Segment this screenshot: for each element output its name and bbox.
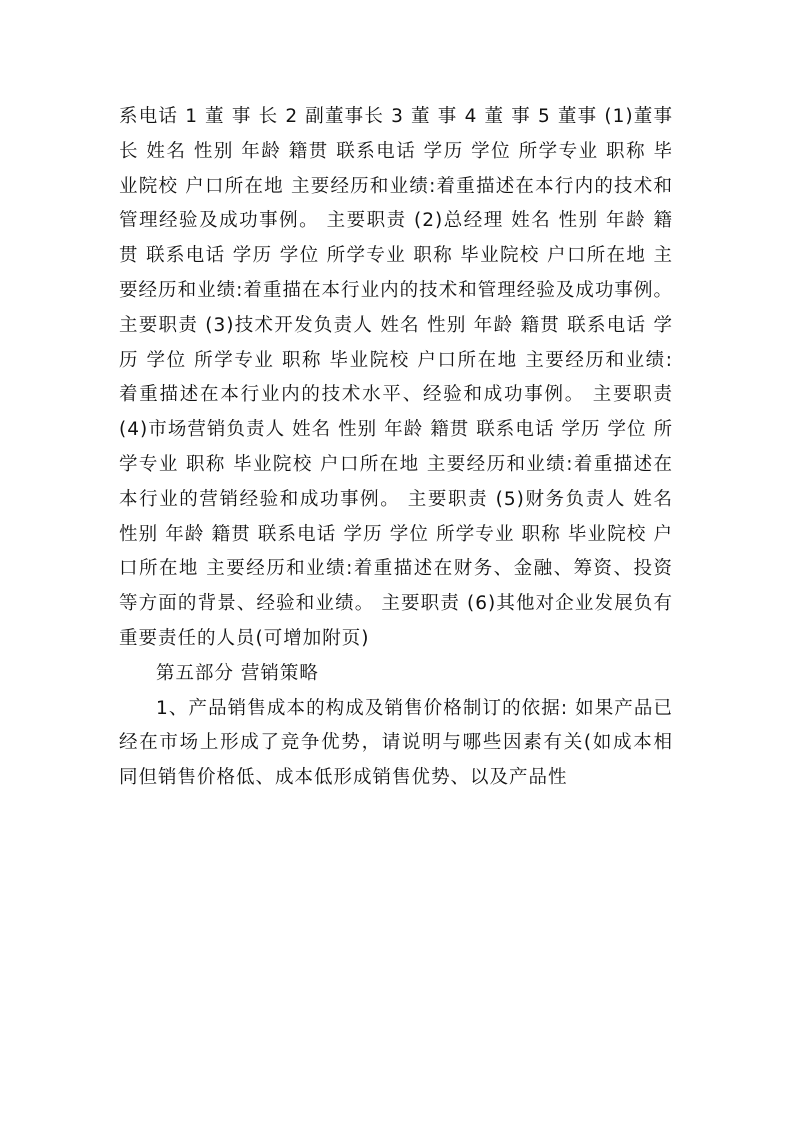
document-body	[119, 100, 673, 796]
paragraph-management-team: 系电话 1 董 事 长 2 副董事长 3 董 事 4 董 事 5 董事 (1)董事长 姓名 性别 年龄 籍贯 联系电话 学历 学位 所学专业 职称 毕业院校 户口所在地 主要经历和业绩:着重描述在本行内的技术和管理经验及成功事例。 主要职责 (2)总经理 姓名 性别 年龄 籍贯 联系电话 学历 学位 所学专业 职称 毕业院校 户口所在地 主要经历和业绩:着重描在本行业内的技术和管理经验及成功事例。 主要职责 (3)技术开发负责人 姓名 性别 年龄 籍贯 联系电话 学历 学位 所学专业 职称 毕业院校 户口所在地 主要经历和业绩:着重描述在本行业内的技术水平、经验和成功事例。 主要职责 (4)市场营销负责人 姓名 性别 年龄 籍贯 联系电话 学历 学位 所学专业 职称 毕业院校 户口所在地 主要经历和业绩:着重描述在本行业的营销经验和成功事例。 主要职责 (5)财务负责人 姓名 性别 年龄 籍贯 联系电话 学历 学位 所学专业 职称 毕业院校 户口所在地 主要经历和业绩:着重描述在财务、金融、筹资、投资等方面的背景、经验和业绩。 主要职责 (6)其他对企业发展负有重要责任的人员(可增加附页)	[119, 106, 673, 649]
section-heading-part-five: 第五部分 营销策略	[156, 662, 319, 684]
paragraph-pricing-basis: 1、产品销售成本的构成及销售价格制订的依据: 如果产品已经在市场上形成了竞争优势，请说明与哪些因素有关(如成本相同但销售价格低、成本低形成销售优势、以及产品性	[119, 697, 673, 789]
